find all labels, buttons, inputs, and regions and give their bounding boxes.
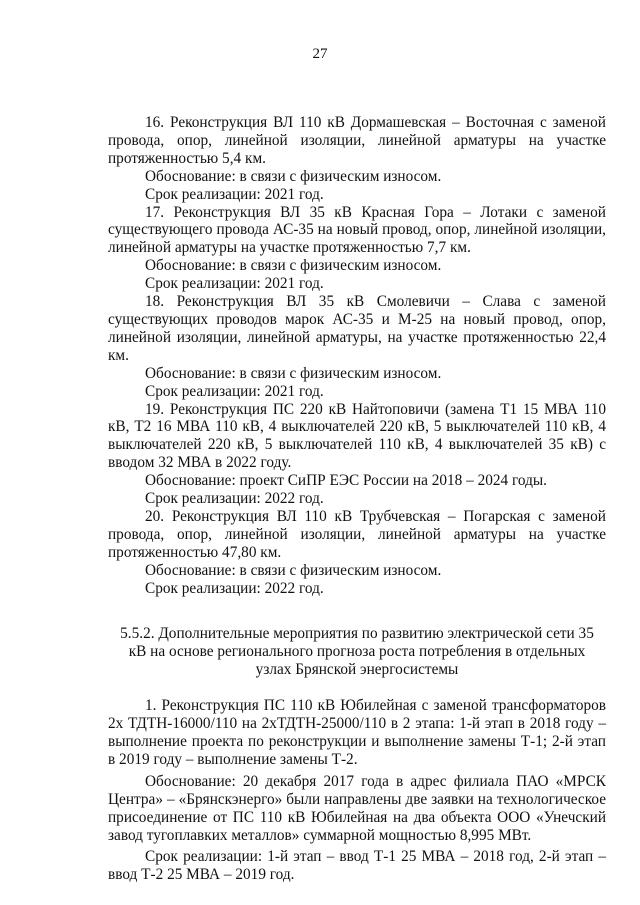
paragraph-item-19: 19. Реконструкция ПС 220 кВ Найтоповичи (замена Т1 15 МВА 110 кВ, Т2 16 МВА 110 кВ, 4 выключателей 220 кВ, 5 выключателей 110 кВ, 4 выключателей 220 кВ, 5 выключателей 110 кВ, 4 выключателей 35 кВ) с вводом 32 МВА в 2022 году. <box>108 400 606 472</box>
paragraph-justification: Обоснование: проект СиПР ЕЭС России на 2018 – 2024 годы. <box>145 472 547 490</box>
section-heading: 5.5.2. Дополнительные мероприятия по развитию электрической сети 35 кВ на основе регионального прогноза роста потребления в отдельных узлах Брянской энергосистемы <box>120 625 594 679</box>
paragraph-deadline: Срок реализации: 2022 год. <box>145 579 324 597</box>
paragraph-justification: Обоснование: в связи с физическим износом. <box>145 364 442 382</box>
paragraph-item-17: 17. Реконструкция ВЛ 35 кВ Красная Гора – Лотаки с заменой существующего провода АС-35 на новый провод, опор, линейной изоляции, линейной арматуры на участке протяженностью 7,7 км. <box>108 203 606 257</box>
paragraph-justification: Обоснование: в связи с физическим износом. <box>145 561 442 579</box>
page-number: 27 <box>312 46 328 62</box>
paragraph-deadline: Срок реализации: 2021 год. <box>145 382 324 400</box>
document-body <box>108 114 606 884</box>
section-paragraph-deadline: Срок реализации: 1-й этап – ввод Т-1 25 МВА – 2018 год, 2-й этап – ввод Т-2 25 МВА – 2019 год. <box>108 848 606 884</box>
paragraph-item-16: 16. Реконструкция ВЛ 110 кВ Дормашевская – Восточная с заменой провода, опор, линейной изоляции, линейной арматуры на участке протяженностью 5,4 км. <box>108 114 606 167</box>
paragraph-item-18: 18. Реконструкция ВЛ 35 кВ Смолевичи – Слава с заменой существующих проводов марок АС-35 и М-25 на новый провод, опор, линейной изоляции, линейной арматуры, на участке протяженностью 22,4 км. <box>108 293 606 364</box>
paragraph-deadline: Срок реализации: 2022 год. <box>145 490 324 508</box>
section-paragraph-item-1: 1. Реконструкция ПС 110 кВ Юбилейная с заменой трансформаторов 2х ТДТН-16000/110 на 2хТДТН-25000/110 в 2 этапа: 1-й этап в 2018 году – выполнение проекта по реконструкции и выполнение замены Т-1; 2-й этап в 2019 году – выполнение замены Т-2. <box>108 697 606 768</box>
paragraph-justification: Обоснование: в связи с физическим износом. <box>145 257 442 275</box>
paragraph-deadline: Срок реализации: 2021 год. <box>145 275 324 293</box>
paragraph-deadline: Срок реализации: 2021 год. <box>145 185 324 203</box>
paragraph-item-20: 20. Реконструкция ВЛ 110 кВ Трубчевская – Погарская с заменой провода, опор, линейной изоляции, линейной арматуры на участке протяженностью 47,80 км. <box>108 507 606 561</box>
paragraph-justification: Обоснование: в связи с физическим износом. <box>145 167 442 185</box>
section-paragraph-justification: Обоснование: 20 декабря 2017 года в адрес филиала ПАО «МРСК Центра» – «Брянскэнерго» были направлены две заявки на технологическое присоединение от ПС 110 кВ Юбилейная на два объекта ООО «Унечский завод тугоплавких металлов» суммарной мощностью 8,995 МВт. <box>108 772 606 844</box>
